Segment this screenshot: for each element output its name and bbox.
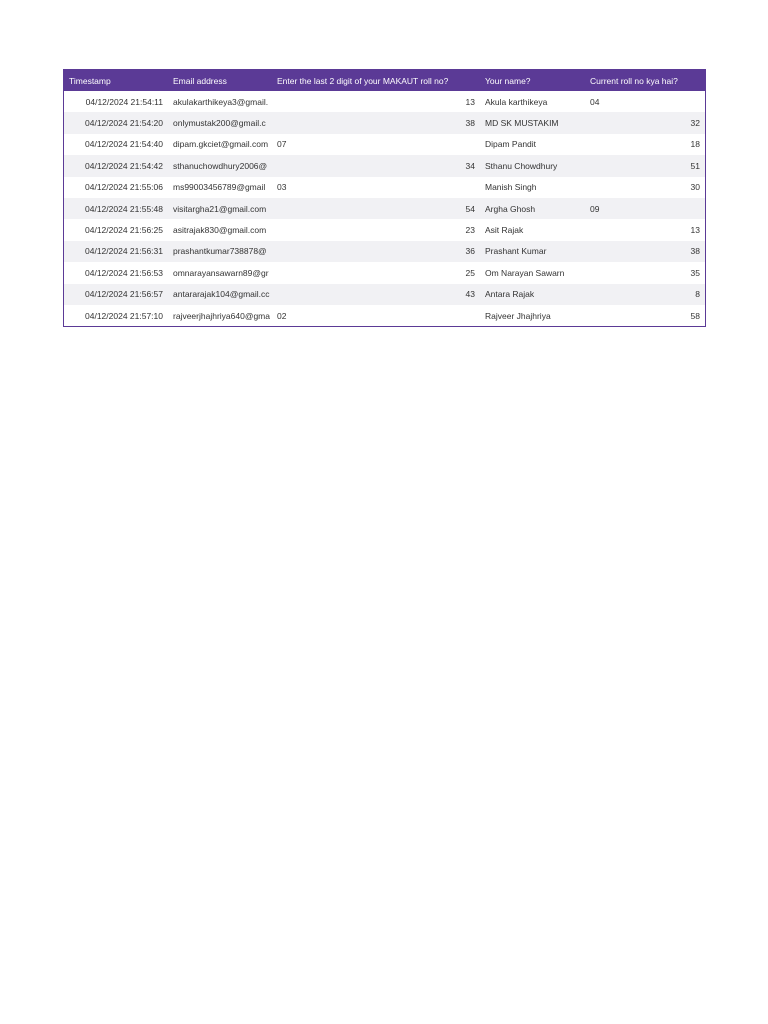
- cell-email: asitrajak830@gmail.com: [173, 225, 267, 236]
- cell-makaut-roll: 43: [465, 289, 475, 300]
- cell-name: Dipam Pandit: [485, 139, 537, 150]
- cell-current-roll: 13: [690, 225, 700, 236]
- cell-makaut-roll: 23: [465, 225, 475, 236]
- cell-name: Asit Rajak: [485, 225, 524, 236]
- header-timestamp: Timestamp: [69, 75, 111, 86]
- cell-makaut-roll: 13: [465, 96, 475, 107]
- cell-timestamp: 04/12/2024 21:57:10: [85, 310, 163, 321]
- cell-timestamp: 04/12/2024 21:56:53: [85, 267, 163, 278]
- table-body: [64, 91, 705, 326]
- cell-current-roll: 8: [695, 289, 700, 300]
- cell-current-roll: 09: [590, 203, 600, 214]
- cell-timestamp: 04/12/2024 21:54:11: [85, 96, 163, 107]
- cell-name: Argha Ghosh: [485, 203, 536, 214]
- cell-makaut-roll: 38: [465, 118, 475, 129]
- cell-timestamp: 04/12/2024 21:54:20: [85, 118, 163, 129]
- header-current-roll: Current roll no kya hai?: [590, 75, 678, 86]
- cell-timestamp: 04/12/2024 21:56:31: [85, 246, 163, 257]
- cell-name: Prashant Kumar: [485, 246, 547, 257]
- cell-timestamp: 04/12/2024 21:56:25: [85, 225, 163, 236]
- cell-name: Antara Rajak: [485, 289, 535, 300]
- table-row: [64, 262, 705, 283]
- cell-current-roll: 35: [690, 267, 700, 278]
- cell-current-roll: 32: [690, 118, 700, 129]
- table-header: [64, 70, 705, 91]
- cell-name: MD SK MUSTAKIM: [485, 118, 559, 129]
- header-name: Your name?: [485, 75, 531, 86]
- header-row: [64, 70, 705, 91]
- cell-email: onlymustak200@gmail.c: [173, 118, 266, 129]
- table-row: [64, 177, 705, 198]
- header-makaut-roll: Enter the last 2 digit of your MAKAUT roll no?: [277, 75, 449, 86]
- table-row: [64, 198, 705, 219]
- responses-table: [64, 70, 705, 326]
- cell-current-roll: 58: [690, 310, 700, 321]
- cell-timestamp: 04/12/2024 21:55:06: [85, 182, 163, 193]
- cell-timestamp: 04/12/2024 21:55:48: [85, 203, 163, 214]
- cell-current-roll: 51: [690, 160, 700, 171]
- cell-timestamp: 04/12/2024 21:54:42: [85, 160, 163, 171]
- table-row: [64, 284, 705, 305]
- table-row: [64, 112, 705, 133]
- cell-name: Rajveer Jhajhriya: [485, 310, 551, 321]
- cell-current-roll: 38: [690, 246, 700, 257]
- table-row: [64, 219, 705, 240]
- cell-current-roll: 18: [690, 139, 700, 150]
- cell-makaut-roll: 25: [465, 267, 475, 278]
- table-row: [64, 241, 705, 262]
- cell-makaut-roll: 36: [465, 246, 475, 257]
- cell-email: antararajak104@gmail.cc: [173, 289, 270, 300]
- cell-name: Sthanu Chowdhury: [485, 160, 558, 171]
- cell-email: prashantkumar738878@: [173, 246, 267, 257]
- cell-email: sthanuchowdhury2006@: [173, 160, 268, 171]
- responses-sheet: [63, 69, 706, 327]
- table-row: [64, 134, 705, 155]
- cell-email: dipam.gkciet@gmail.com: [173, 139, 269, 150]
- cell-email: visitargha21@gmail.com: [173, 203, 267, 214]
- cell-makaut-roll: 02: [277, 310, 287, 321]
- header-email: Email address: [173, 75, 227, 86]
- cell-email: rajveerjhajhriya640@gma: [173, 310, 270, 321]
- cell-makaut-roll: 34: [465, 160, 475, 171]
- cell-name: Manish Singh: [485, 182, 537, 193]
- cell-makaut-roll: 03: [277, 182, 287, 193]
- cell-timestamp: 04/12/2024 21:56:57: [85, 289, 163, 300]
- cell-makaut-roll: 07: [277, 139, 287, 150]
- cell-email: akulakarthikeya3@gmail.: [173, 96, 269, 107]
- cell-name: Akula karthikeya: [485, 96, 548, 107]
- cell-current-roll: 30: [690, 182, 700, 193]
- table-row: [64, 155, 705, 176]
- cell-makaut-roll: 54: [465, 203, 475, 214]
- table-row: [64, 91, 705, 112]
- table-row: [64, 305, 705, 326]
- cell-current-roll: 04: [590, 96, 600, 107]
- cell-name: Om Narayan Sawarn: [485, 267, 565, 278]
- cell-email: omnarayansawarn89@gr: [173, 267, 269, 278]
- cell-email: ms99003456789@gmail: [173, 182, 266, 193]
- cell-timestamp: 04/12/2024 21:54:40: [85, 139, 163, 150]
